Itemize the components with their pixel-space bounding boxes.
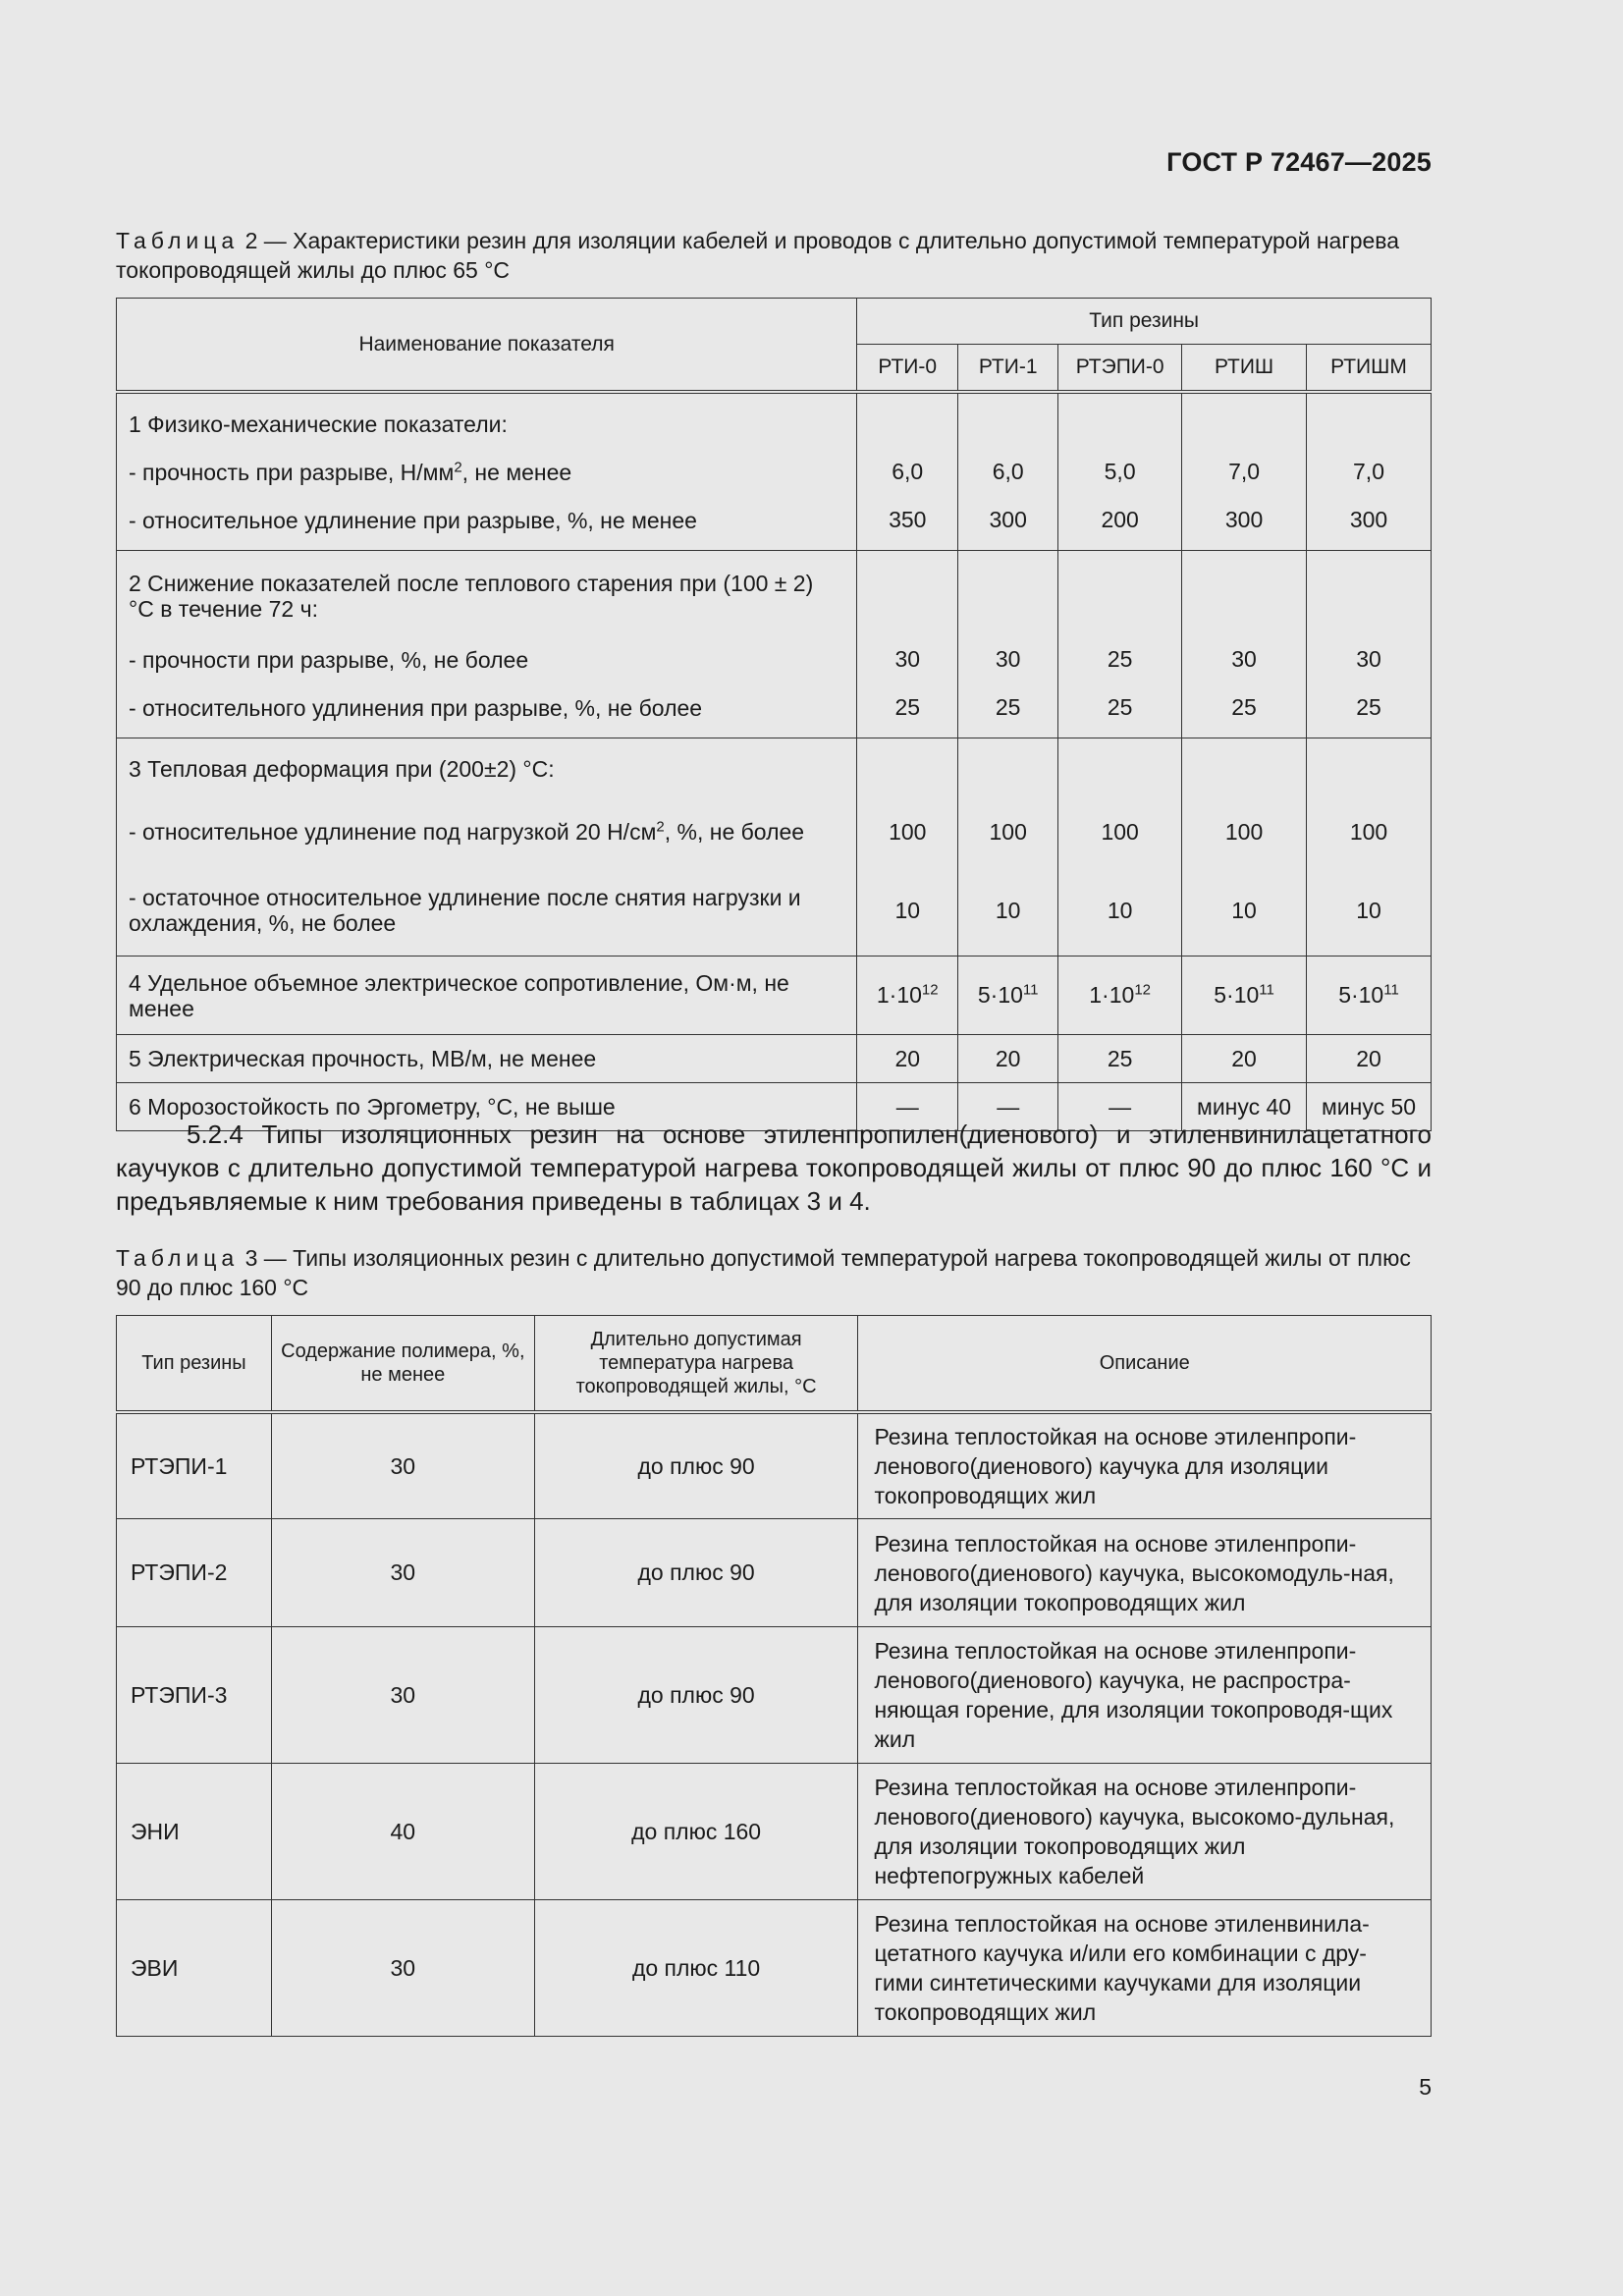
table-cell: Резина теплостойкая на основе этиленпропи-ленового(диенового) каучука, высокомодуль-ная, для изоляции токопроводящих жил bbox=[858, 1519, 1432, 1627]
table-row bbox=[117, 1900, 1432, 2037]
table-cell: 30 bbox=[995, 646, 1021, 672]
row-label: - остаточное относительное удлинение после снятия нагрузки и охлаждения, %, не более bbox=[129, 885, 801, 936]
table-cell: Резина теплостойкая на основе этиленпропи-ленового(диенового) каучука, не распростра-няющая горение, для изоляции токопроводя-щих жил bbox=[858, 1627, 1432, 1764]
table-cell: 300 bbox=[1349, 507, 1388, 532]
table-cell: до плюс 160 bbox=[534, 1764, 858, 1900]
table-cell: — bbox=[1058, 1083, 1182, 1131]
table-cell: 20 bbox=[857, 1035, 958, 1083]
table-cell: до плюс 90 bbox=[534, 1519, 858, 1627]
table-cell: 7,0 bbox=[1228, 459, 1261, 484]
table-cell: 30 bbox=[271, 1412, 534, 1519]
table-cell: 350 bbox=[889, 507, 927, 532]
table2-group1-label bbox=[117, 392, 857, 551]
group-heading: 1 Физико-механические показатели: bbox=[129, 410, 508, 437]
table-cell: 100 bbox=[1224, 818, 1264, 845]
table2-group3-label bbox=[117, 738, 857, 957]
table-cell: $5\cdot 10^{11}$ bbox=[1182, 957, 1307, 1035]
table-row bbox=[117, 1519, 1432, 1627]
table-cell: 7,0 bbox=[1353, 459, 1384, 484]
table-cell: 20 bbox=[958, 1035, 1058, 1083]
table-cell: 30 bbox=[271, 1900, 534, 2037]
table-cell: Резина теплостойкая на основе этиленвинила-цетатного каучука и/или его комбинации с дру-гими синтетическими каучуками для изоляции токопроводящих жил bbox=[858, 1900, 1432, 2037]
table-cell: минус 40 bbox=[1182, 1083, 1307, 1131]
table2-header-type: РТИ-0 bbox=[857, 345, 958, 393]
table-cell: 25 bbox=[1107, 694, 1133, 720]
row-label: - прочность при разрыве, $Н/мм^2$, не менее bbox=[129, 458, 572, 485]
table-row bbox=[117, 1035, 1432, 1083]
table-row bbox=[117, 551, 1432, 738]
table-cell: до плюс 90 bbox=[534, 1412, 858, 1519]
paragraph-5-2-4: 5.2.4 Типы изоляционных резин на основе этиленпропилен(диенового) и этиленвинилацетатного каучуков с длительно допустимой температурой нагрева токопроводящей жилы от плюс 90 до плюс 160 °С и предъявляемые к ним требования приведены в таблицах 3 и 4. bbox=[116, 1120, 1432, 1216]
table-cell: $1\cdot 10^{12}$ bbox=[1058, 957, 1182, 1035]
table-row bbox=[117, 1764, 1432, 1900]
table3-caption bbox=[116, 1243, 1432, 1302]
table-cell: 25 bbox=[995, 694, 1021, 720]
table-row bbox=[117, 738, 1432, 957]
table3-caption-prefix: Таблица bbox=[116, 1245, 240, 1271]
table-cell: до плюс 110 bbox=[534, 1900, 858, 2037]
group-heading: 3 Тепловая деформация при (200±2) °С: bbox=[129, 755, 555, 782]
table-cell: минус 50 bbox=[1307, 1083, 1432, 1131]
table-row bbox=[117, 392, 1432, 551]
table3-header: Описание bbox=[858, 1316, 1432, 1413]
table-cell: 30 bbox=[1356, 646, 1381, 672]
table-cell: Резина теплостойкая на основе этиленпропи-ленового(диенового) каучука для изоляции токопроводящих жил bbox=[858, 1412, 1432, 1519]
table2-header-type: РТИШ bbox=[1182, 345, 1307, 393]
table3-header: Содержание полимера, %, не менее bbox=[271, 1316, 534, 1413]
table-cell: 300 bbox=[1224, 507, 1264, 532]
row-label: - относительного удлинения при разрыве, %, не более bbox=[129, 694, 703, 721]
table-cell: 100 bbox=[889, 818, 927, 845]
row-label: 6 Морозостойкость по Эргометру, °С, не выше bbox=[129, 1094, 616, 1120]
table-cell: 30 bbox=[271, 1519, 534, 1627]
row-label: - относительное удлинение при разрыве, %, не менее bbox=[129, 507, 697, 533]
table3-header: Тип резины bbox=[117, 1316, 272, 1413]
table2-header-name: Наименование показателя bbox=[117, 299, 857, 393]
table-cell: 6,0 bbox=[892, 459, 924, 484]
table-cell: РТЭПИ-2 bbox=[117, 1519, 272, 1627]
table2-caption-text: 2 — Характеристики резин для изоляции кабелей и проводов с длительно допустимой температурой нагрева токопроводящей жилы до плюс 65 °С bbox=[116, 228, 1400, 283]
row-label: - прочности при разрыве, %, не более bbox=[129, 646, 529, 673]
table-cell: 25 bbox=[894, 694, 921, 720]
table3-header: Длительно допустимая температура нагрева токопроводящей жилы, °С bbox=[534, 1316, 858, 1413]
table-cell: 100 bbox=[1349, 818, 1388, 845]
table-cell: до плюс 90 bbox=[534, 1627, 858, 1764]
table-cell: 10 bbox=[995, 897, 1021, 923]
table2-caption bbox=[116, 226, 1432, 285]
table-cell: 25 bbox=[1058, 1035, 1182, 1083]
table3 bbox=[116, 1315, 1432, 2037]
row-label: - относительное удлинение под нагрузкой 20 $Н/см^2$, %, не более bbox=[129, 818, 805, 845]
table-cell: 100 bbox=[1101, 818, 1139, 845]
table-cell: 100 bbox=[989, 818, 1027, 845]
row-label: 4 Удельное объемное электрическое сопротивление, Ом·м, не менее bbox=[129, 969, 789, 1021]
table2-header-group: Тип резины bbox=[857, 299, 1432, 345]
group-heading: 2 Снижение показателей после теплового старения при (100 ± 2) °С в течение 72 ч: bbox=[129, 571, 814, 622]
table-row bbox=[117, 957, 1432, 1035]
table-cell: 6,0 bbox=[992, 459, 1024, 484]
table-cell: — bbox=[958, 1083, 1058, 1131]
page-number: 5 bbox=[1419, 2074, 1432, 2100]
table-cell: 200 bbox=[1101, 507, 1139, 532]
table-cell: 30 bbox=[1231, 646, 1257, 672]
table-row bbox=[117, 1627, 1432, 1764]
table-cell: 10 bbox=[1231, 897, 1257, 923]
table-cell: РТЭПИ-1 bbox=[117, 1412, 272, 1519]
standard-code: ГОСТ Р 72467—2025 bbox=[1166, 147, 1432, 177]
table2-caption-prefix: Таблица bbox=[116, 228, 240, 253]
table-cell: 10 bbox=[894, 897, 921, 923]
table2 bbox=[116, 298, 1432, 1131]
table-cell: 30 bbox=[894, 646, 921, 672]
table-cell: ЭНИ bbox=[117, 1764, 272, 1900]
table-cell: Резина теплостойкая на основе этиленпропи-ленового(диенового) каучука, высокомо-дульная, для изоляции токопроводящих жил нефтепогружных кабелей bbox=[858, 1764, 1432, 1900]
table-cell: 10 bbox=[1107, 897, 1133, 923]
table3-caption-text: 3 — Типы изоляционных резин с длительно допустимой температурой нагрева токопроводящей жилы от плюс 90 до плюс 160 °С bbox=[116, 1245, 1411, 1300]
table-cell: 20 bbox=[1182, 1035, 1307, 1083]
table-cell: 300 bbox=[989, 507, 1027, 532]
table-cell: ЭВИ bbox=[117, 1900, 272, 2037]
table-cell: 25 bbox=[1107, 646, 1133, 672]
table-cell: 20 bbox=[1307, 1035, 1432, 1083]
table-row bbox=[117, 1412, 1432, 1519]
row-label: 5 Электрическая прочность, МВ/м, не менее bbox=[129, 1046, 597, 1071]
table-cell: $1\cdot 10^{12}$ bbox=[857, 957, 958, 1035]
table2-header-type: РТИШМ bbox=[1307, 345, 1432, 393]
table-cell: — bbox=[857, 1083, 958, 1131]
table-cell: 25 bbox=[1356, 694, 1381, 720]
table2-group2-label bbox=[117, 551, 857, 738]
table-cell: 40 bbox=[271, 1764, 534, 1900]
table-cell: $5\cdot 10^{11}$ bbox=[1307, 957, 1432, 1035]
table-cell: 30 bbox=[271, 1627, 534, 1764]
table-cell: РТЭПИ-3 bbox=[117, 1627, 272, 1764]
table-cell: 25 bbox=[1231, 694, 1257, 720]
table-cell: 5,0 bbox=[1104, 459, 1136, 484]
table-cell: $5\cdot 10^{11}$ bbox=[958, 957, 1058, 1035]
table2-header-type: РТИ-1 bbox=[958, 345, 1058, 393]
table2-header-type: РТЭПИ-0 bbox=[1058, 345, 1182, 393]
table-cell: 10 bbox=[1356, 897, 1381, 923]
